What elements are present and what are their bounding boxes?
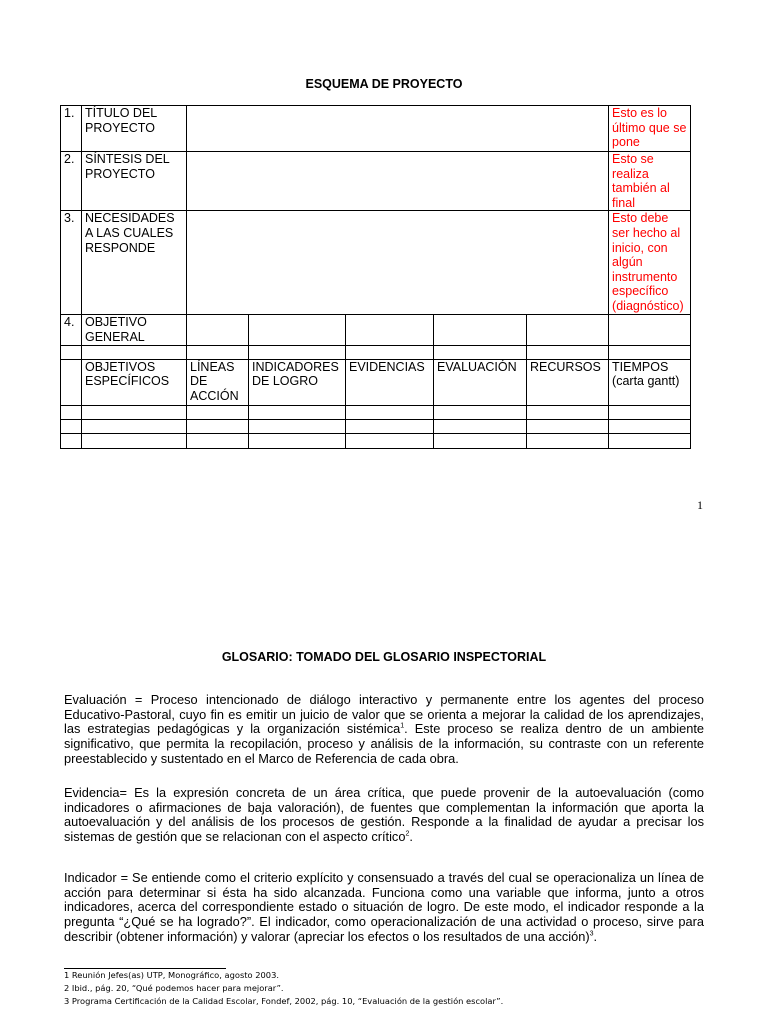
cell-empty [187,211,609,315]
row-label-objetivo-general: OBJETIVO GENERAL [82,315,187,345]
column-indicadores: INDICADORES DE LOGRO [249,359,346,405]
glossary-entry-evaluacion: Evaluación = Proceso intencionado de diálogo interactivo y permanente entre los agentes del proceso Educativo-Pastoral, cuyo fin es emitir un juicio de valor que se orienta a mejorar la calidad de los aprendizajes, las estrategias pedagógicas y la organización sistémica$^1$. Este proceso se realiza dentro de un ambiente significativo, que permita la recopilación, proceso y análisis de la información, su contraste con un referente preestablecido y sustentado en el Marco de Referencia de cada obra. [64,692,704,766]
cell-empty [187,152,609,211]
table-row [61,405,691,419]
table-row [61,315,691,345]
footnote-2: 2 Ibid., pág. 20, “Qué podemos hacer para mejorar”. [64,983,284,993]
page-title: ESQUEMA DE PROYECTO [305,77,463,91]
column-tiempos: TIEMPOS (carta gantt) [609,359,691,405]
row-label-titulo: TÍTULO DEL PROYECTO [82,106,187,152]
row-note: Esto se realiza también al final [609,152,691,211]
column-recursos: RECURSOS [527,359,609,405]
page-number: 1 [697,498,703,512]
row-number: 2. [61,152,82,211]
table-header-row [61,359,691,405]
cell-empty [346,315,434,345]
glossary-entry-indicador: Indicador = Se entiende como el criterio explícito y consensuado a través del cual se operacionaliza un línea de acción para determinar si ésta ha sido alcanzada. Funciona como una variable que informa, junto a otros indicadores, acerca del correspondiente estado o situación de logro. De este modo, el indicador responde a la pregunta “¿Qué se ha logrado?”. El indicador, como operacionalización de una actividad o proceso, sirve para describir (obtener información) y valorar (apreciar los efectos o los resultados de una acción)$^3$. [64,870,704,944]
column-evidencias: EVIDENCIAS [346,359,434,405]
row-number: 1. [61,106,82,152]
table-row [61,433,691,448]
table-row [61,345,691,359]
glossary-title: GLOSARIO: TOMADO DEL GLOSARIO INSPECTORIAL [221,650,547,664]
table-row [61,106,691,152]
row-label-necesidades: NECESIDADES A LAS CUALES RESPONDE [82,211,187,315]
row-number: 4. [61,315,82,345]
row-note: Esto es lo último que se pone [609,106,691,152]
cell-empty [61,359,82,405]
column-evaluacion: EVALUACIÓN [434,359,527,405]
table-row [61,211,691,315]
cell-empty [527,315,609,345]
cell-empty [187,315,249,345]
row-number: 3. [61,211,82,315]
table-row [61,419,691,433]
cell-empty [187,106,609,152]
footnote-3: 3 Programa Certificación de la Calidad Escolar, Fondef, 2002, pág. 10, “Evaluación de la gestión escolar”. [64,996,504,1006]
footnote-1: 1 Reunión Jefes(as) UTP, Monográfico, agosto 2003. [64,970,279,980]
cell-empty [609,315,691,345]
row-label-sintesis: SÍNTESIS DEL PROYECTO [82,152,187,211]
cell-empty [249,315,346,345]
project-schema-table [60,105,691,449]
footnote-separator [64,968,226,969]
row-note: Esto debe ser hecho al inicio, con algún instrumento específico (diagnóstico) [609,211,691,315]
glossary-entry-evidencia: Evidencia= Es la expresión concreta de un área crítica, que puede provenir de la autoevaluación (como indicadores o afirmaciones de baja valoración), de fuentes que complementan la información que aporta la autoevaluación y del análisis de los procesos de gestión. Responde a la finalidad de ayudar a precisar los sistemas de gestión que se relacionan con el aspecto crítico$^2$. [64,785,704,845]
column-lineas: LÍNEAS DE ACCIÓN [187,359,249,405]
column-objetivos: OBJETIVOS ESPECÍFICOS [82,359,187,405]
cell-empty [434,315,527,345]
table-row [61,152,691,211]
